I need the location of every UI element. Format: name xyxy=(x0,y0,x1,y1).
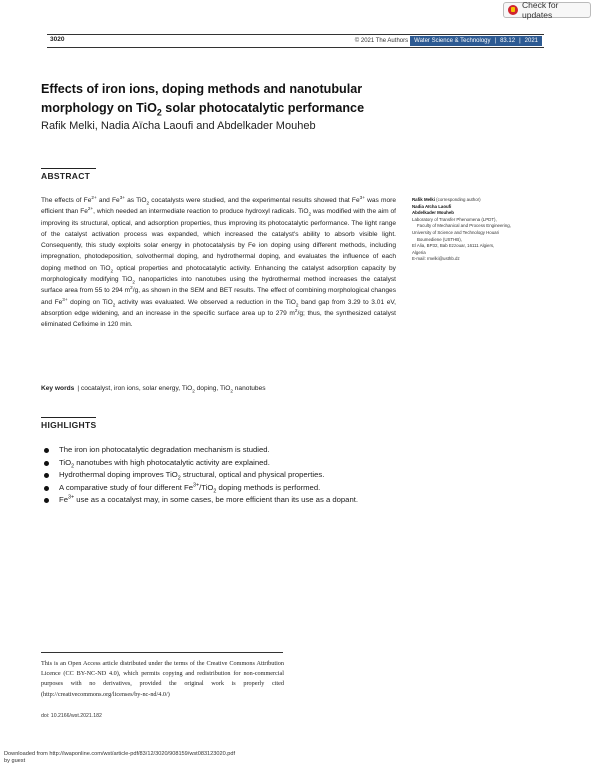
journal-name: Water Science & Technology xyxy=(414,38,491,44)
journal-volume: 83.12 xyxy=(500,38,516,44)
author-list: Rafik Melki, Nadia Aïcha Laoufi and Abdelkader Mouheb xyxy=(41,120,316,132)
doi[interactable]: doi: 10.2166/wst.2021.182 xyxy=(41,713,102,719)
open-access-note: This is an Open Access article distributed under the terms of the Creative Commons Attribution Licence (CC BY-NC-ND 4.0), which permits copying and redistribution for non-commercial purposes with no derivatives, provided the original work is properly cited (http://creativecommons.org/licenses/by-nc-nd/4.0/) xyxy=(41,660,284,698)
highlights-heading: HIGHLIGHTS xyxy=(41,420,97,430)
crossmark-icon xyxy=(508,5,518,15)
download-url[interactable]: Downloaded from http://iwaponline.com/wst/article-pdf/83/12/3020/908159/wst083123020.pdf xyxy=(4,751,236,757)
check-for-updates-badge[interactable] xyxy=(503,2,591,18)
check-for-updates-label: Check for updates xyxy=(522,0,559,20)
journal-header xyxy=(355,36,542,46)
journal-year: 2021 xyxy=(524,38,538,44)
copyright: © 2021 The Authors xyxy=(354,38,409,44)
abstract-heading: ABSTRACT xyxy=(41,171,91,181)
list-item: TiO$_2$ nanotubes with high photocatalytic activity are explained. xyxy=(41,457,381,470)
download-footer: Downloaded from http://iwaponline.com/wst/article-pdf/83/12/3020/908159/wst083123020.pdf by guest xyxy=(4,751,236,764)
paper-title: Effects of iron ions, doping methods and nanotubular morphology on TiO$_2$ solar photocatalytic performance xyxy=(41,82,365,118)
highlights-list xyxy=(41,444,381,507)
author-affiliations: Rafik Melki (corresponding author) Nadia Aïcha Laoufi Abdelkader Mouheb Laboratory of Transfer Phenomena (LPDT), Faculty of Mechanical and Process Engineering, University of Science and Technology Houari Boumediene (USTHB), El Alia, BP32, Bab Ezzouar, 16111 Algiers, Algeria E-mail: rmelki@usthb.dz xyxy=(412,197,552,263)
list-item: A comparative study of four different $Fe^{3+}/TiO_2$ doping methods is performed. xyxy=(41,482,381,495)
journal-bar: Water Science & Technology | 83.12 | 2021 xyxy=(410,36,542,46)
keywords: Key words | cocatalyst, iron ions, solar energy, TiO$_2$ doping, TiO$_2$ nanotubes xyxy=(41,385,266,394)
list-item: $Fe^{3+}$ use as a cocatalyst may, in some cases, be more efficient than its use as a dopant. xyxy=(41,494,381,507)
corresponding-email[interactable]: E-mail: rmelki@usthb.dz xyxy=(412,256,460,262)
abstract-body: The effects of $Fe^{2+}$ and $Fe^{3+}$ as TiO$_2$ cocatalysts were studied, and the experimental results showed that $Fe^{3+}$ was more efficient than $Fe^{2+}$, which needed an intermediate reaction to produce hydroxyl radicals. TiO$_2$ was modified with the aim of improving its structural, optical, and adsorption properties, thus improving its photocatalytic performance. The light range of the catalyst activation process was expanded, which increased the catalyst's ability to absorb visible light. Consequently, this study exploits solar energy in photocatalysis by Fe ion doping using different methods, including impregnation, photodeposition, solvothermal doping, and hydrothermal doping, and evaluates the influence of each doping method on TiO$_2$ optical properties and photocatalytic activity. Enhancing the catalyst adsorption capacity by morphologically modifying TiO$_2$ nanoparticles into nanotubes using the hydrothermal method increases the catalyst surface area from 55 to 294 $m^2/g$, as shown in the SEM and BET results. The effect of combining morphological changes and $Fe^{3+}$ doping on TiO$_2$ activity was evaluated. We observed a reduction in the TiO$_2$ band gap from 3.29 to 3.01 eV, absorption edge widening, and an increase in the specific surface area up to 279 $m^2/g$; thus, the synthesized catalyst eliminated Cefixime in 120 min. xyxy=(41,194,397,329)
keywords-label: Key words xyxy=(41,385,75,392)
highlights-rule xyxy=(41,417,96,418)
abstract-rule xyxy=(41,168,96,169)
list-item: The iron ion photocatalytic degradation mechanism is studied. xyxy=(41,444,381,457)
open-access-rule xyxy=(41,652,283,653)
page-number: 3020 xyxy=(50,36,65,43)
list-item: Hydrothermal doping improves TiO$_2$ structural, optical and physical properties. xyxy=(41,469,381,482)
